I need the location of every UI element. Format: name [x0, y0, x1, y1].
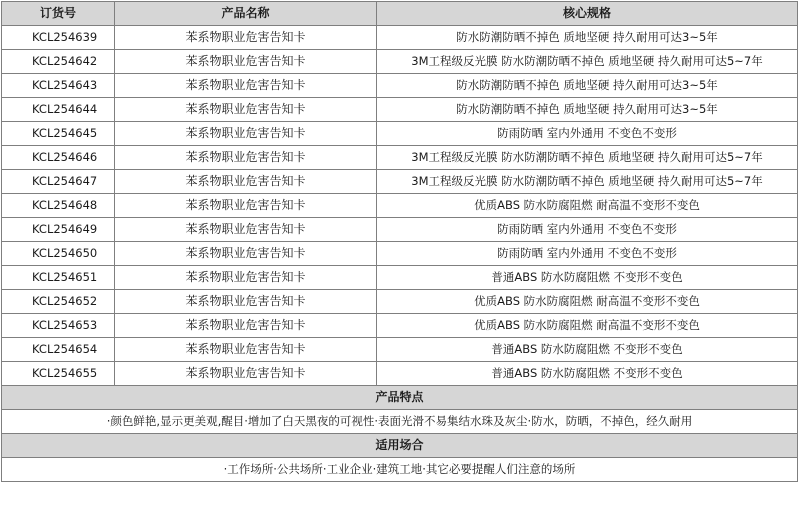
table-body [2, 26, 798, 386]
product-name-cell: 苯系物职业危害告知卡 [115, 146, 377, 170]
product-name-cell: 苯系物职业危害告知卡 [115, 170, 377, 194]
order-number-cell: KCL254650 [2, 242, 115, 266]
table-header-row [2, 2, 798, 26]
table-row [2, 194, 798, 218]
core-spec-cell: 防雨防晒 室内外通用 不变色不变形 [377, 242, 798, 266]
product-name-cell: 苯系物职业危害告知卡 [115, 314, 377, 338]
order-number-cell: KCL254647 [2, 170, 115, 194]
table-row [2, 362, 798, 386]
core-spec-cell: 3M工程级反光膜 防水防潮防晒不掉色 质地坚硬 持久耐用可达5~7年 [377, 170, 798, 194]
table-row [2, 122, 798, 146]
product-name-cell: 苯系物职业危害告知卡 [115, 218, 377, 242]
order-number-cell: KCL254651 [2, 266, 115, 290]
product-name-cell: 苯系物职业危害告知卡 [115, 242, 377, 266]
order-number-cell: KCL254652 [2, 290, 115, 314]
table-row [2, 266, 798, 290]
product-spec-table [1, 1, 798, 482]
table-row [2, 26, 798, 50]
table-row [2, 218, 798, 242]
applications-text: ·工作场所·公共场所·工业企业·建筑工地·其它必要提醒人们注意的场所 [2, 458, 798, 482]
product-name-cell: 苯系物职业危害告知卡 [115, 266, 377, 290]
core-spec-cell: 优质ABS 防水防腐阻燃 耐高温不变形不变色 [377, 290, 798, 314]
core-spec-cell: 防雨防晒 室内外通用 不变色不变形 [377, 122, 798, 146]
core-spec-cell: 普通ABS 防水防腐阻燃 不变形不变色 [377, 338, 798, 362]
core-spec-cell: 优质ABS 防水防腐阻燃 耐高温不变形不变色 [377, 194, 798, 218]
product-name-cell: 苯系物职业危害告知卡 [115, 338, 377, 362]
table-row [2, 146, 798, 170]
order-number-cell: KCL254648 [2, 194, 115, 218]
order-number-cell: KCL254653 [2, 314, 115, 338]
table-row [2, 98, 798, 122]
order-number-cell: KCL254645 [2, 122, 115, 146]
order-number-cell: KCL254644 [2, 98, 115, 122]
core-spec-cell: 3M工程级反光膜 防水防潮防晒不掉色 质地坚硬 持久耐用可达5~7年 [377, 50, 798, 74]
core-spec-cell: 普通ABS 防水防腐阻燃 不变形不变色 [377, 266, 798, 290]
table-row [2, 50, 798, 74]
table-row [2, 314, 798, 338]
product-name-cell: 苯系物职业危害告知卡 [115, 74, 377, 98]
order-number-cell: KCL254646 [2, 146, 115, 170]
core-spec-cell: 防水防潮防晒不掉色 质地坚硬 持久耐用可达3~5年 [377, 98, 798, 122]
core-spec-cell: 普通ABS 防水防腐阻燃 不变形不变色 [377, 362, 798, 386]
table-row [2, 242, 798, 266]
core-spec-cell: 防水防潮防晒不掉色 质地坚硬 持久耐用可达3~5年 [377, 26, 798, 50]
order-number-cell: KCL254649 [2, 218, 115, 242]
applications-body-row [2, 458, 798, 482]
product-name-cell: 苯系物职业危害告知卡 [115, 290, 377, 314]
table-row [2, 170, 798, 194]
features-body-row [2, 410, 798, 434]
product-name-cell: 苯系物职业危害告知卡 [115, 50, 377, 74]
features-header-row [2, 386, 798, 410]
column-header-order-number: 订货号 [2, 2, 115, 26]
table-row [2, 338, 798, 362]
product-name-cell: 苯系物职业危害告知卡 [115, 194, 377, 218]
order-number-cell: KCL254654 [2, 338, 115, 362]
core-spec-cell: 防雨防晒 室内外通用 不变色不变形 [377, 218, 798, 242]
core-spec-cell: 优质ABS 防水防腐阻燃 耐高温不变形不变色 [377, 314, 798, 338]
column-header-core-spec: 核心规格 [377, 2, 798, 26]
order-number-cell: KCL254643 [2, 74, 115, 98]
order-number-cell: KCL254639 [2, 26, 115, 50]
order-number-cell: KCL254642 [2, 50, 115, 74]
product-name-cell: 苯系物职业危害告知卡 [115, 362, 377, 386]
order-number-cell: KCL254655 [2, 362, 115, 386]
table-row [2, 290, 798, 314]
features-text: ·颜色鲜艳,显示更美观,醒目·增加了白天黑夜的可视性·表面光滑不易集结水珠及灰尘·防水，防晒，不掉色，经久耐用 [2, 410, 798, 434]
product-name-cell: 苯系物职业危害告知卡 [115, 26, 377, 50]
core-spec-cell: 3M工程级反光膜 防水防潮防晒不掉色 质地坚硬 持久耐用可达5~7年 [377, 146, 798, 170]
applications-header-row [2, 434, 798, 458]
column-header-product-name: 产品名称 [115, 2, 377, 26]
product-name-cell: 苯系物职业危害告知卡 [115, 98, 377, 122]
product-name-cell: 苯系物职业危害告知卡 [115, 122, 377, 146]
applications-title: 适用场合 [2, 434, 798, 458]
core-spec-cell: 防水防潮防晒不掉色 质地坚硬 持久耐用可达3~5年 [377, 74, 798, 98]
table-row [2, 74, 798, 98]
features-title: 产品特点 [2, 386, 798, 410]
